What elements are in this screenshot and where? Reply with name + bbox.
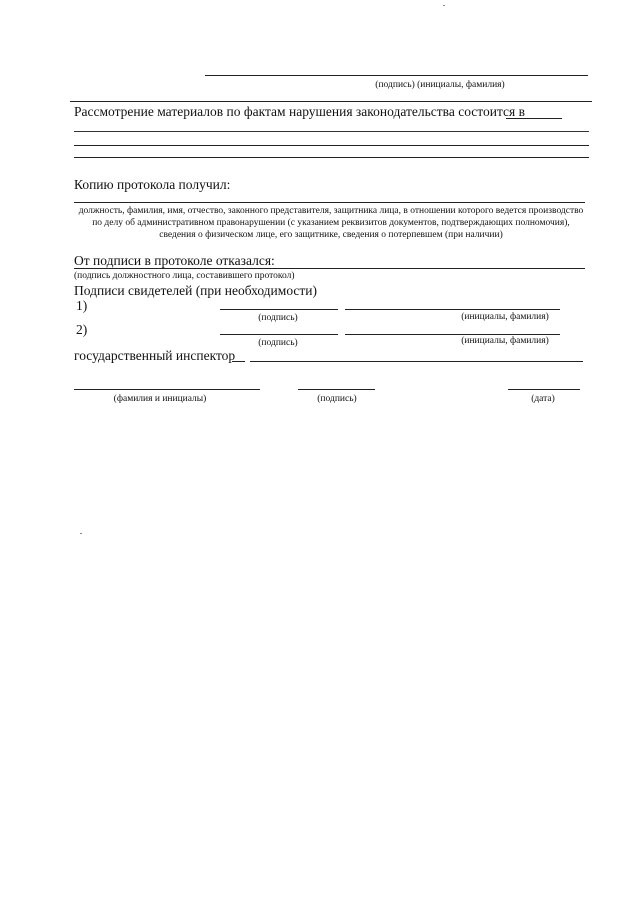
footer-sign-caption: (подпись) <box>317 394 357 404</box>
refused-caption: (подпись должностного лица, составившего протокол) <box>74 271 295 281</box>
copy-received-label: Копию протокола получил: <box>74 177 231 192</box>
witness-1-name-line <box>345 309 560 310</box>
inspector-line <box>250 361 583 362</box>
witness-2-number: 2) <box>76 322 88 337</box>
inspector-short-line <box>232 361 245 362</box>
witness-2-sign-line <box>220 334 338 335</box>
scan-speck <box>443 5 445 6</box>
header-caption: (подпись) (инициалы, фамилия) <box>375 80 505 90</box>
hearing-line-2 <box>74 145 589 146</box>
witness-1-number: 1) <box>76 298 88 313</box>
footer-name-line <box>74 389 260 390</box>
witness-2-sign-caption: (подпись) <box>258 338 298 348</box>
witness-1-name-caption: (инициалы, фамилия) <box>461 312 549 322</box>
footer-date-line <box>508 389 580 390</box>
hearing-fill-line <box>506 118 562 119</box>
footer-sign-line <box>298 389 375 390</box>
footer-date-caption: (дата) <box>531 394 555 404</box>
refused-line <box>74 268 585 269</box>
hearing-line-3 <box>74 157 589 158</box>
hearing-top-line <box>70 101 592 102</box>
copy-received-caption: должность, фамилия, имя, отчество, законного представителя, защитника лица, в отношении которого ведется производство по делу об административном правонарушении (с указанием реквизитов документов, подтверждающих полномочия), сведения о физическом лице, его защитнике, сведения о потерпевшем (при наличии) <box>78 206 584 240</box>
refused-label: От подписи в протоколе отказался: <box>74 253 275 268</box>
witness-2-name-caption: (инициалы, фамилия) <box>461 336 549 346</box>
witnesses-title: Подписи свидетелей (при необходимости) <box>74 283 318 298</box>
witness-1-sign-line <box>220 309 338 310</box>
witness-1-sign-caption: (подпись) <box>258 313 298 323</box>
inspector-label: государственный инспектор <box>74 348 236 363</box>
hearing-line-1 <box>74 131 589 132</box>
scan-speck <box>80 533 82 534</box>
footer-name-caption: (фамилия и инициалы) <box>113 394 207 404</box>
copy-received-line <box>74 202 585 203</box>
header-signature-line <box>205 75 588 76</box>
hearing-text: Рассмотрение материалов по фактам нарушения законодательства состоится в <box>74 104 525 119</box>
